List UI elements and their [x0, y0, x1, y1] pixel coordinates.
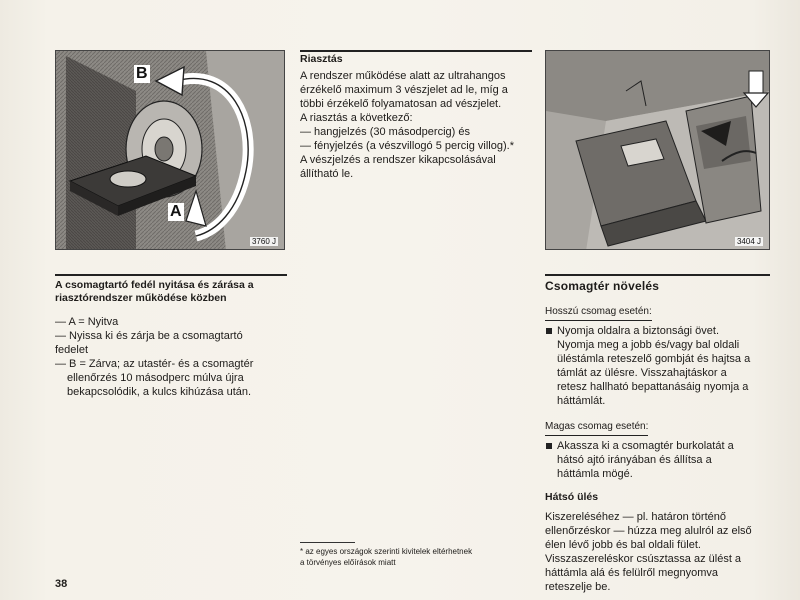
bullet-item [545, 324, 770, 408]
heading-line: A csomagtartó fedél nyitása és zárása a [55, 279, 254, 291]
rear-seat-illustration [546, 51, 770, 250]
body-line: A riasztás a következő: [300, 112, 413, 124]
body-line: állítható le. [300, 168, 354, 180]
body-line: ellenőrzés 10 másodperc múlva újra [67, 372, 244, 384]
body-line: A vészjelzés a rendszer kikapcsolásával [300, 154, 496, 166]
body-line: — B = Zárva; az utastér- és a csomagtér [55, 358, 254, 370]
body-line: Kiszereléséhez — pl. határon történő [545, 511, 726, 523]
cargo-space-figure [545, 50, 770, 250]
page-number: 38 [55, 578, 68, 590]
body-line: — A = Nyitva [55, 316, 119, 328]
body-line: Visszaszereléskor csúsztassa az ülést a [545, 553, 742, 565]
footnote [300, 542, 540, 568]
subheading: Hosszú csomag esetén: [545, 305, 652, 321]
section-body [55, 315, 290, 399]
trunk-lid-section [55, 274, 290, 399]
body-line: — fényjelzés (a vészvillogó 5 percig villog).* [300, 140, 514, 152]
body-line: támlát az ülésre. Visszahajtáskor a [557, 367, 727, 379]
body-line: hátsó ajtó irányában és állítsa a [557, 454, 712, 466]
footnote-line: a törvényes előírások miatt [300, 558, 396, 567]
body-line: élen lévő jobb és bal oldali fület. [545, 539, 701, 551]
body-line: Nyomja meg a jobb és/vagy bal oldali [557, 339, 740, 351]
subheading: Magas csomag esetén: [545, 420, 648, 436]
body-line: Akassza ki a csomagtér burkolatát a [557, 440, 734, 452]
section-rule [545, 274, 770, 276]
marker-b: B [136, 65, 148, 82]
footnote-line: * az egyes országok szerinti kivitelek eltérhetnek [300, 547, 473, 556]
body-line: érzékelő maximum 3 vészjelet ad le, míg a [300, 84, 508, 96]
section-body [545, 510, 770, 594]
section-heading: Csomagtér növelés [545, 279, 660, 293]
trunk-lock-figure [55, 50, 285, 250]
body-line: — hangjelzés (30 másodpercig) és [300, 126, 470, 138]
body-line: háttámlát. [557, 395, 606, 407]
body-line: háttámla mögé. [557, 468, 633, 480]
body-line: Nyomja oldalra a biztonsági övet. [557, 325, 720, 337]
alarm-section [300, 50, 535, 181]
heading-line: riasztórendszer működése közben [55, 292, 227, 304]
section-rule [300, 50, 532, 52]
body-line: A rendszer működése alatt az ultrahangos [300, 70, 506, 82]
section-rule [55, 274, 287, 276]
footnote-rule [300, 542, 355, 543]
cargo-section [545, 274, 770, 594]
section-heading [55, 279, 290, 305]
body-line: üléstámla reteszelő gombját és hajtsa a [557, 353, 751, 365]
marker-a: A [170, 203, 182, 220]
subheading-rear-seat: Hátsó ülés [545, 491, 599, 503]
body-line: ellenőrzéskor — húzza meg alulról az első [545, 525, 752, 537]
figure-number: 3404 J [736, 237, 761, 246]
section-body [300, 69, 535, 181]
body-line: fedelet [55, 344, 89, 356]
bullet-item [545, 439, 770, 481]
body-line: reteszelje be. [545, 581, 611, 593]
body-line: többi érzékelő folyamatosan ad vészjelet. [300, 98, 502, 110]
body-line: — Nyissa ki és zárja be a csomagtartó [55, 330, 243, 342]
body-line: háttámla alá és felülről megnyomva [545, 567, 719, 579]
figure-number: 3760 J [251, 237, 276, 246]
section-title: Riasztás [300, 53, 343, 65]
body-line: retesz hallható bepattanásáig nyomja a [557, 381, 749, 393]
body-line: bekapcsolódik, a kulcs kihúzása után. [67, 386, 252, 398]
